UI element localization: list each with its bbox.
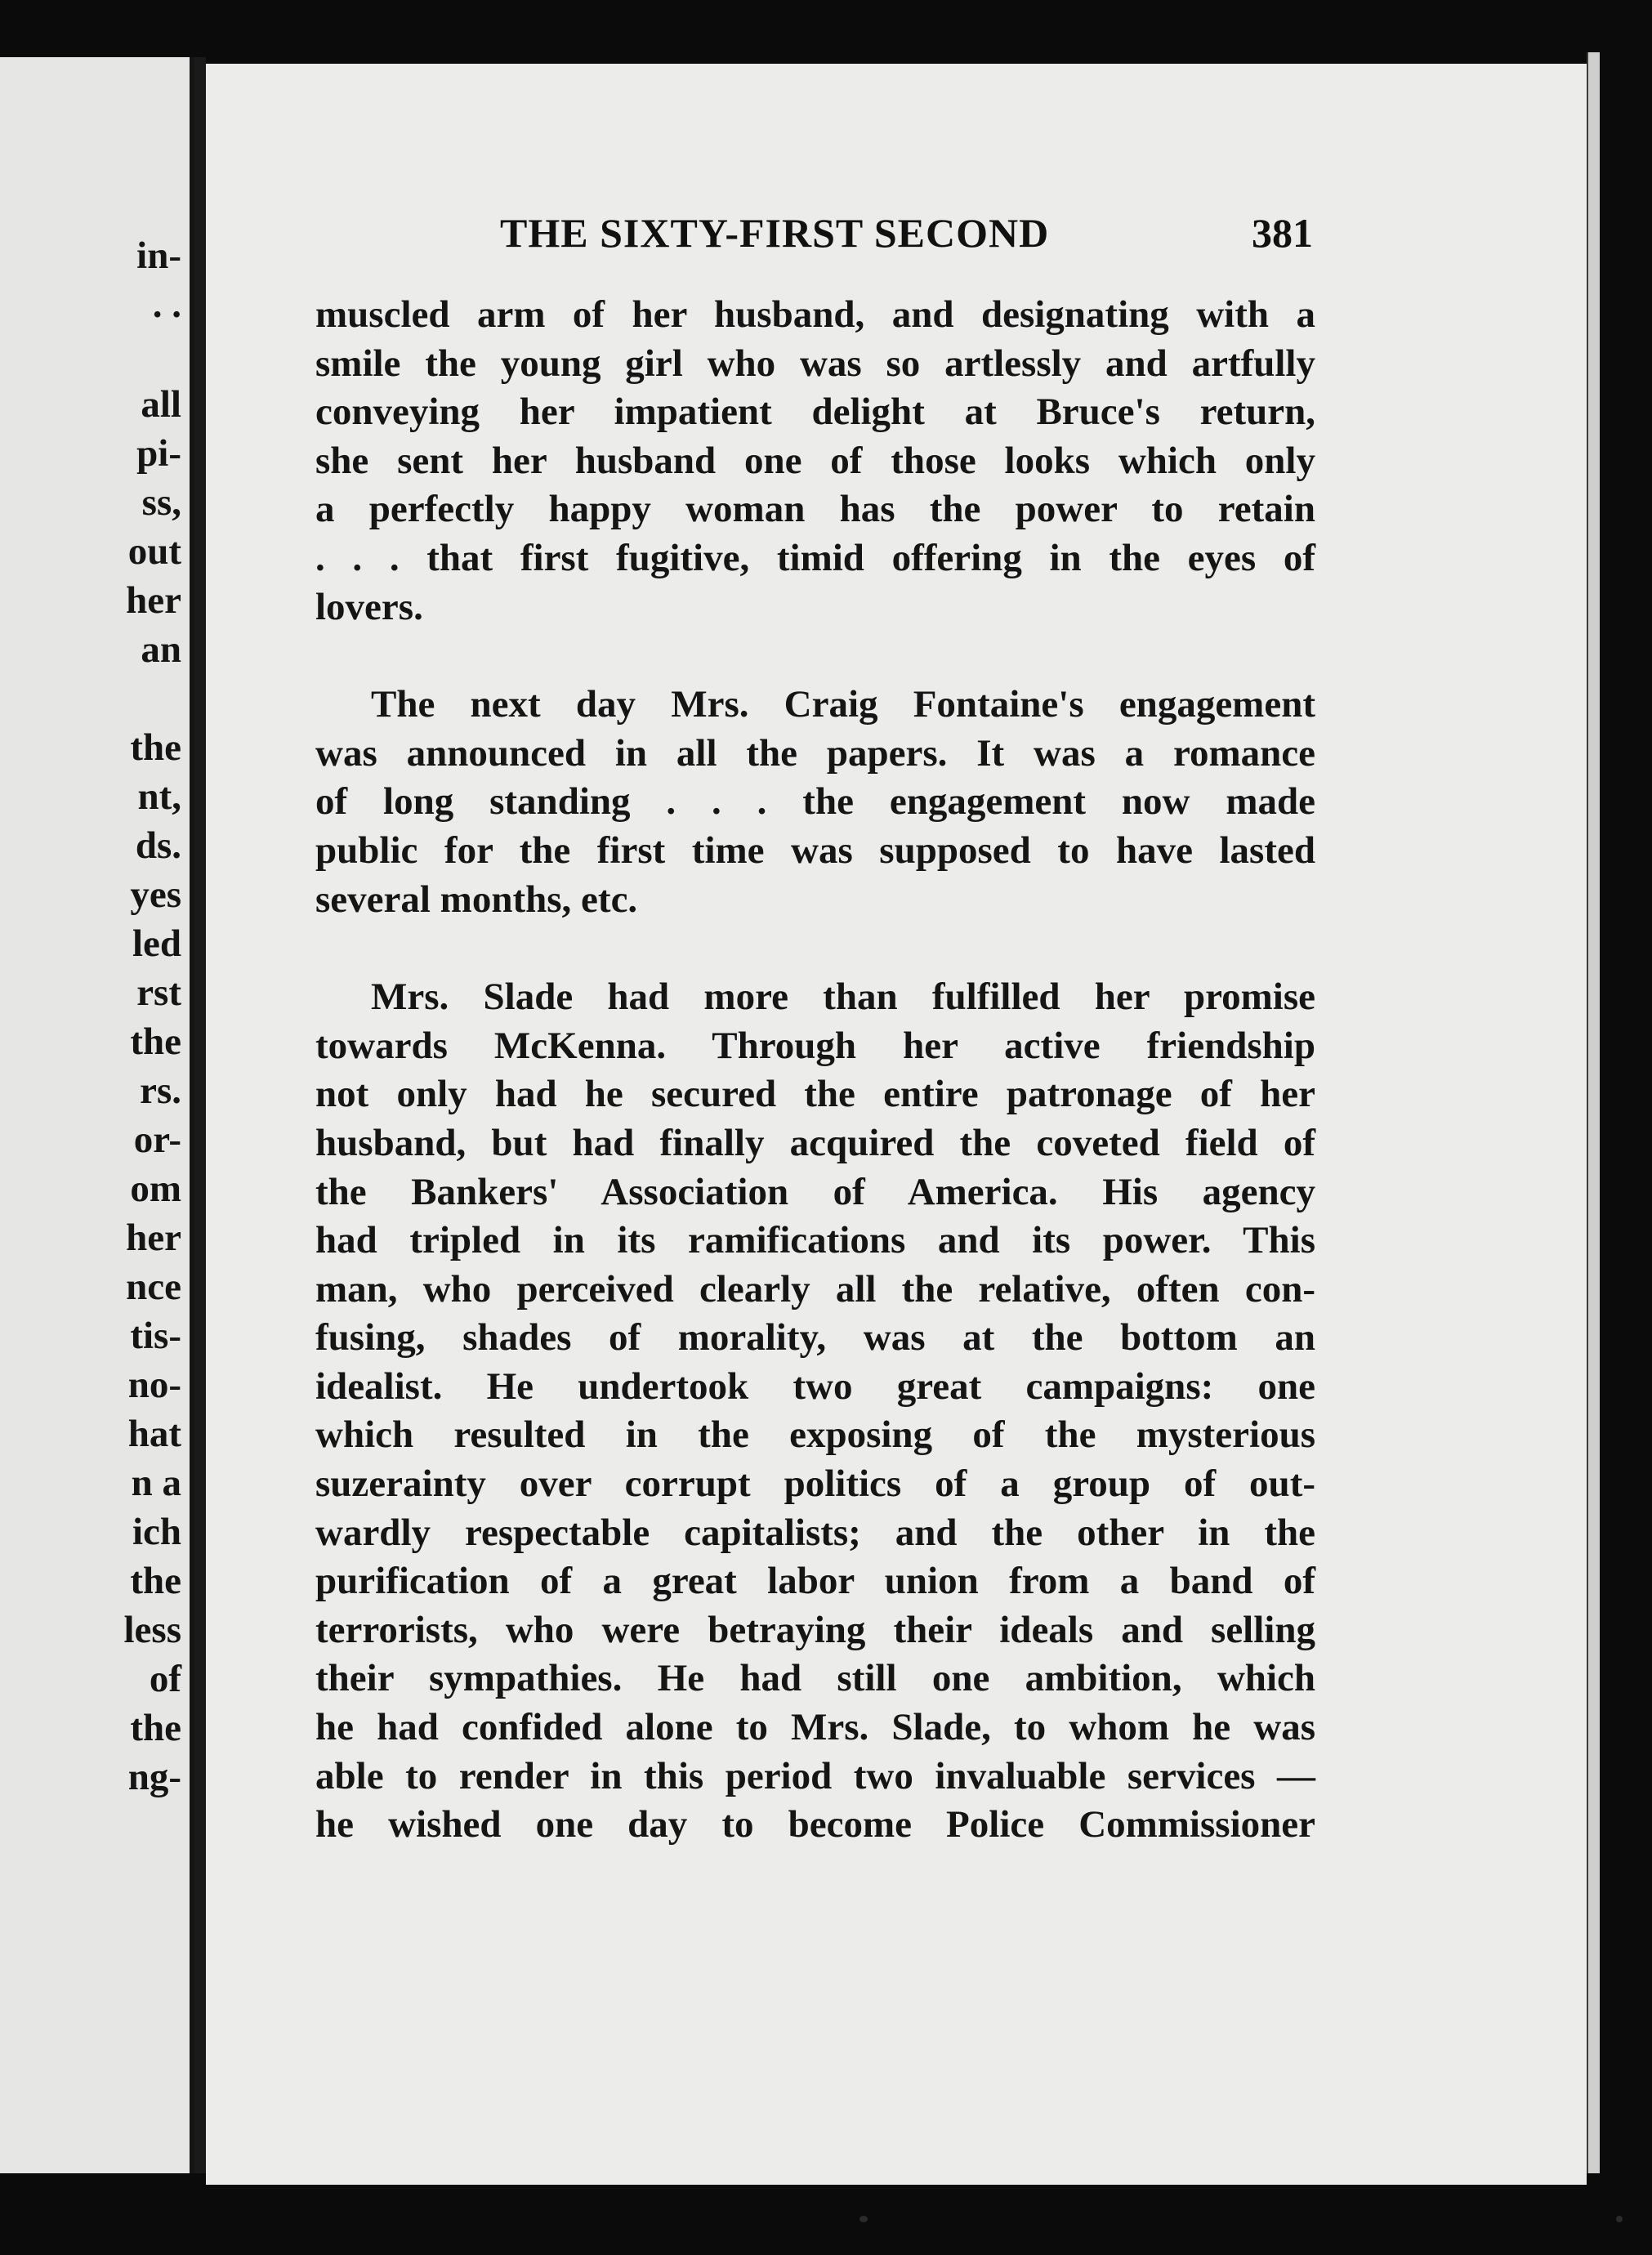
left-page-fragment: out (127, 530, 181, 573)
running-head (206, 209, 1587, 266)
text-line: towards McKenna. Through her active friendship (315, 1024, 1315, 1067)
text-line: wardly respectable capitalists; and the other in the (315, 1511, 1315, 1554)
text-line: The next day Mrs. Craig Fontaine's engagement (371, 683, 1315, 726)
left-page-fragment: . . (152, 284, 181, 326)
paragraph-1 (315, 291, 1315, 632)
book-gutter (194, 57, 206, 2173)
left-page-fragment: nce (126, 1266, 181, 1308)
body-text (315, 291, 1315, 1850)
book-page (206, 64, 1587, 2185)
left-page-fragment: pi- (136, 432, 181, 475)
text-line: public for the first time was supposed to have lasted (315, 828, 1315, 872)
text-line: of long standing . . . the engagement now made (315, 780, 1315, 824)
left-page-fragment: rs. (140, 1069, 181, 1112)
left-facing-page (0, 57, 194, 2173)
text-line: had tripled in its ramifications and its power. This (315, 1219, 1315, 1262)
left-page-fragment: the (130, 1707, 181, 1749)
page-number: 381 (1252, 210, 1313, 256)
text-line: not only had he secured the entire patronage of her (315, 1073, 1315, 1116)
left-page-fragment: the (130, 726, 181, 769)
text-line: fusing, shades of morality, was at the bottom an (315, 1316, 1315, 1360)
left-page-fragment: ss, (141, 481, 181, 524)
text-line: man, who perceived clearly all the relative, often con- (315, 1267, 1315, 1311)
left-page-fragment: ds. (135, 824, 181, 867)
text-line: muscled arm of her husband, and designating with a (315, 293, 1315, 336)
left-page-fragment: or- (133, 1119, 181, 1161)
text-line: lovers. (315, 585, 423, 628)
text-line: which resulted in the exposing of the mysterious (315, 1413, 1315, 1457)
left-page-fragment: her (126, 1217, 181, 1259)
paragraph-spacer (315, 632, 1315, 681)
left-page-fragment: hat (127, 1413, 181, 1455)
text-line: suzerainty over corrupt politics of a group of out- (315, 1462, 1315, 1506)
running-head-title: THE SIXTY-FIRST SECOND (500, 210, 1050, 256)
left-page-fragment: nt, (137, 775, 181, 818)
paragraph-2 (315, 681, 1315, 924)
text-line: the Bankers' Association of America. His agency (315, 1170, 1315, 1213)
left-page-fragment: tis- (130, 1315, 181, 1357)
text-line: purification of a great labor union from a band of (315, 1560, 1315, 1603)
left-page-fragment: in- (136, 234, 181, 277)
text-line: conveying her impatient delight at Bruce's return, (315, 391, 1315, 434)
text-line: he wished one day to become Police Commissioner (315, 1803, 1315, 1846)
text-line: terrorists, who were betraying their ideals and selling (315, 1608, 1315, 1651)
text-line: several months, etc. (315, 877, 638, 921)
left-page-fragment: no- (127, 1364, 181, 1406)
text-line: was announced in all the papers. It was a romance (315, 731, 1315, 775)
scan-speck (1616, 2216, 1623, 2222)
left-page-fragment: led (132, 922, 181, 965)
text-line: . . . that first fugitive, timid offering in the eyes of (315, 536, 1315, 579)
left-page-fragment: n a (131, 1462, 181, 1504)
text-line: she sent her husband one of those looks which only (315, 439, 1315, 482)
left-page-fragment: her (126, 579, 181, 622)
left-page-fragment: the (130, 1560, 181, 1602)
paragraph-3 (315, 973, 1315, 1850)
left-page-fragment: an (141, 628, 181, 671)
text-line: he had confided alone to Mrs. Slade, to whom he was (315, 1706, 1315, 1749)
left-page-fragment: the (130, 1020, 181, 1063)
left-page-fragment: less (123, 1609, 181, 1651)
page-edge (1587, 52, 1600, 2173)
text-line: able to render in this period two invaluable services — (315, 1754, 1315, 1797)
text-line: idealist. He undertook two great campaigns: one (315, 1364, 1315, 1408)
text-line: a perfectly happy woman has the power to retain (315, 488, 1315, 531)
text-line: their sympathies. He had still one ambition, which (315, 1657, 1315, 1700)
scan-speck (859, 2216, 868, 2222)
left-page-fragment: yes (130, 873, 181, 916)
left-page-fragment: om (130, 1168, 181, 1210)
left-page-fragment: rst (136, 971, 181, 1014)
left-page-fragment: ich (132, 1511, 181, 1553)
left-page-fragment: of (149, 1658, 181, 1700)
left-page-fragment: ng- (127, 1756, 181, 1798)
left-page-fragment: all (141, 383, 181, 426)
paragraph-spacer (315, 924, 1315, 973)
text-line: Mrs. Slade had more than fulfilled her promise (371, 976, 1315, 1019)
text-line: husband, but had finally acquired the coveted field of (315, 1121, 1315, 1164)
text-line: smile the young girl who was so artlessly and artfully (315, 342, 1315, 385)
